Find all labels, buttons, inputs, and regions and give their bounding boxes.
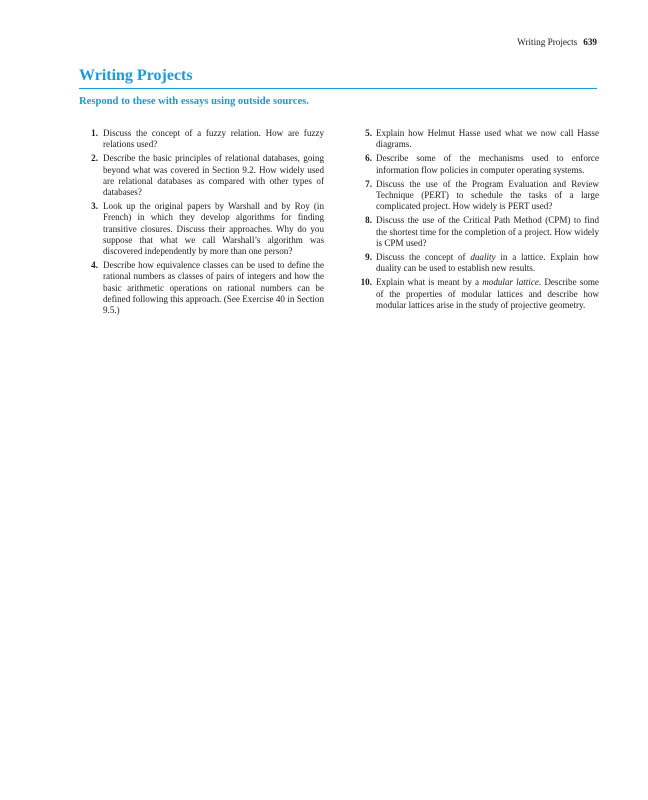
exercise-text: Explain how Helmut Hasse used what we now call Hasse diagrams.	[376, 128, 599, 150]
running-head-title: Writing Projects	[517, 37, 578, 47]
exercise-text: Describe the basic principles of relational databases, going beyond what was covered in Section 9.2. How widely used are relational databases as compared with other types of databases?	[103, 153, 324, 198]
exercise-text-after: in a lattice. Explain how duality can be used to establish new results.	[376, 252, 599, 274]
exercise-2	[82, 153, 324, 198]
exercise-number: 5.	[365, 128, 372, 138]
exercise-text: Describe how equivalence classes can be used to define the rational numbers as classes of pairs of integers and how the basic arithmetic operations on rational numbers can be defined following this approach. (See Exercise 40 in Section 9.5.)	[103, 260, 324, 316]
exercise-text: Discuss the use of the Critical Path Method (CPM) to find the shortest time for the completion of a project. How widely is CPM used?	[376, 215, 599, 248]
section-title: Writing Projects	[79, 67, 193, 84]
exercise-4	[82, 260, 324, 316]
exercise-text: Discuss the use of the Program Evaluation and Review Technique (PERT) to schedule the tasks of a large complicated project. How widely is PERT used?	[376, 178, 599, 212]
exercise-text-after: . Describe some of the properties of modular lattices and describe how modular lattices arise in the study of projective geometry.	[376, 277, 599, 310]
exercise-number: 2.	[91, 153, 98, 164]
exercise-number: 4.	[91, 260, 98, 271]
title-rule	[79, 88, 597, 89]
exercise-number: 8.	[365, 215, 372, 226]
page-number: 639	[583, 37, 597, 47]
section-instructions: Respond to these with essays using outside sources.	[79, 96, 309, 107]
emphasis-term: modular lattice	[482, 277, 539, 288]
exercise-number: 10.	[360, 277, 372, 288]
exercise-text: Describe some of the mechanisms used to enforce information flow policies in computer operating systems.	[376, 153, 599, 175]
exercise-8	[355, 215, 599, 249]
exercise-number: 7.	[365, 178, 372, 189]
exercise-3	[82, 201, 324, 257]
exercise-6	[355, 153, 599, 175]
exercise-number: 6.	[365, 153, 372, 164]
exercise-number: 1.	[91, 128, 98, 138]
running-head	[517, 37, 597, 47]
exercise-text: Discuss the concept of a fuzzy relation. How are fuzzy relations used?	[103, 128, 324, 150]
emphasis-term: duality	[470, 252, 496, 263]
exercise-9	[355, 252, 599, 274]
exercise-text-before: Explain what is meant by a	[376, 277, 483, 288]
exercise-10	[355, 277, 599, 311]
exercise-7	[355, 179, 599, 213]
exercise-number: 9.	[365, 252, 372, 263]
exercise-text: Look up the original papers by Warshall and by Roy (in French) in which they develop algorithms for finding transitive closures. Discuss their approaches. Why do you suppose that what we call Warshall’s algorithm was discovered independently by more than one person?	[103, 201, 324, 257]
right-column	[355, 128, 599, 314]
exercise-text-before: Discuss the concept of	[376, 252, 471, 263]
exercise-number: 3.	[91, 201, 98, 212]
left-column	[82, 128, 324, 319]
exercise-1	[82, 128, 324, 150]
exercise-5	[355, 128, 599, 150]
